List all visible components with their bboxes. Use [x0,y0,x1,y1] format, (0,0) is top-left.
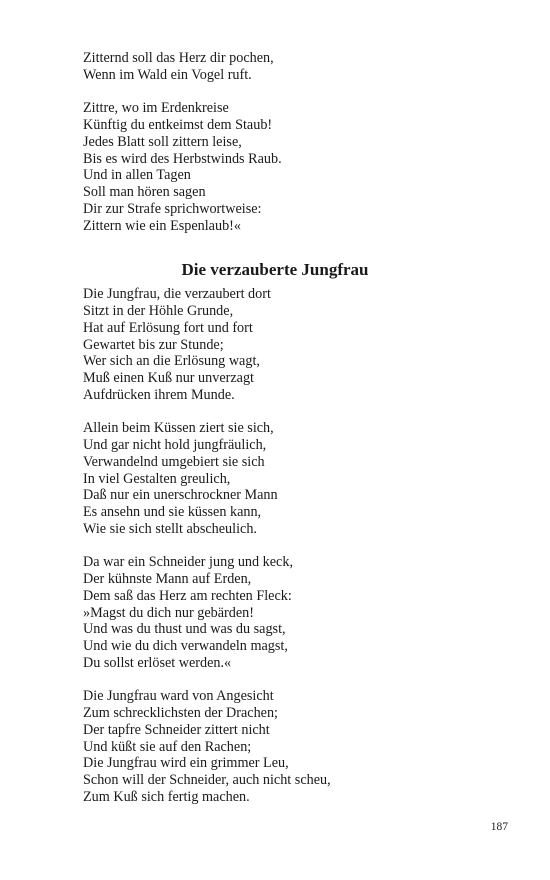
verse-line: In viel Gestalten greulich, [83,470,231,487]
verse-line: Künftig du entkeimst dem Staub! [83,116,273,133]
verse-line: Dem saß das Herz am rechten Fleck: [83,587,292,604]
verse-line: Sitzt in der Höhle Grunde, [83,302,234,319]
page-number: 187 [490,821,508,833]
verse-line: Da war ein Schneider jung und keck, [83,554,293,570]
verse-line: Gewartet bis zur Stunde; [83,336,224,353]
verse-line: Wer sich an die Erlösung wagt, [83,353,260,370]
verse-line: Muß einen Kuß nur unverzagt [83,370,254,387]
verse-line: Die Jungfrau wird ein grimmer Leu, [83,755,289,772]
verse-line: Es ansehn und sie küssen kann, [83,504,262,521]
verse-line: Daß nur ein unerschrockner Mann [83,487,278,504]
previous-poem-stanza-2 [83,100,282,235]
previous-poem-stanza-1 [83,50,274,84]
verse-line: Zum schrecklichsten der Drachen; [83,704,278,721]
verse-line: Der kühnste Mann auf Erden, [83,570,252,587]
verse-line: Und küßt sie auf den Rachen; [83,738,252,755]
verse-line: Jedes Blatt soll zittern leise, [83,133,242,150]
verse-line: Zittre, wo im Erdenkreise [83,100,229,116]
verse-line: Du sollst erlöset werden.« [83,655,232,672]
verse-line: Die Jungfrau ward von Angesicht [83,688,274,704]
poem-stanza-2 [83,420,278,538]
verse-line: Zitternd soll das Herz dir pochen, [83,50,274,66]
verse-line: Aufdrücken ihrem Munde. [83,387,235,404]
verse-line: Verwandelnd umgebiert sie sich [83,453,265,470]
verse-line: Wenn im Wald ein Vogel ruft. [83,66,252,83]
verse-line: Hat auf Erlösung fort und fort [83,319,253,336]
verse-line: Wie sie sich stellt abscheulich. [83,521,257,538]
verse-line: Zittern wie ein Espenlaub!« [83,217,241,234]
verse-line: Der tapfre Schneider zittert nicht [83,721,270,738]
verse-line: Die Jungfrau, die verzaubert dort [83,286,271,302]
verse-line: Bis es wird des Herbstwinds Raub. [83,150,282,167]
verse-line: Und gar nicht hold jungfräulich, [83,436,267,453]
verse-line: Und was du thust und was du sagst, [83,621,286,638]
poem-stanza-4 [83,688,331,806]
verse-line: Dir zur Strafe sprichwortweise: [83,201,262,218]
verse-line: Zum Kuß sich fertig machen. [83,789,250,806]
verse-line: Allein beim Küssen ziert sie sich, [83,420,274,436]
verse-line: Schon will der Schneider, auch nicht scheu, [83,772,331,789]
poem-stanza-1 [83,286,271,404]
poem-stanza-3 [83,554,293,672]
poem-title: Die verzauberte Jungfrau [181,260,369,279]
verse-line: Soll man hören sagen [83,184,206,201]
verse-line: »Magst du dich nur gebärden! [83,604,254,621]
verse-line: Und wie du dich verwandeln magst, [83,638,288,655]
verse-line: Und in allen Tagen [83,167,191,184]
